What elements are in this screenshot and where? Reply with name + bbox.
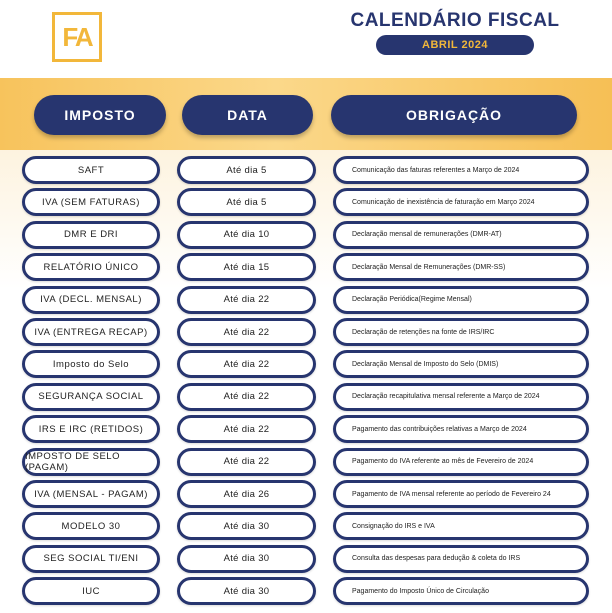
obligation-cell: Consignação do IRS e IVA [333, 512, 589, 540]
logo-text: FA [62, 21, 92, 52]
table-row [0, 350, 612, 378]
obligation-cell: Declaração Periódica(Regime Mensal) [333, 286, 589, 314]
table-row [0, 480, 612, 508]
date-cell: Até dia 15 [177, 253, 316, 281]
table-row [0, 221, 612, 249]
table-row [0, 577, 612, 605]
logo [52, 12, 102, 62]
date-cell: Até dia 30 [177, 545, 316, 573]
obligation-cell: Declaração Mensal de Remunerações (DMR-SS) [333, 253, 589, 281]
obligation-cell: Pagamento do Imposto Único de Circulação [333, 577, 589, 605]
date-cell: Até dia 22 [177, 350, 316, 378]
obligation-cell: Consulta das despesas para dedução & coleta do IRS [333, 545, 589, 573]
column-header-imposto: IMPOSTO [34, 95, 166, 135]
date-cell: Até dia 30 [177, 577, 316, 605]
imposto-cell: SEG SOCIAL TI/ENI [22, 545, 160, 573]
obligation-cell: Pagamento do IVA referente ao mês de Fevereiro de 2024 [333, 448, 589, 476]
obligation-cell: Pagamento das contribuições relativas a Março de 2024 [333, 415, 589, 443]
imposto-cell: SAFT [22, 156, 160, 184]
table-row [0, 156, 612, 184]
page-title: CALENDÁRIO FISCAL [350, 10, 560, 31]
date-cell: Até dia 22 [177, 448, 316, 476]
table-row [0, 188, 612, 216]
obligation-cell: Declaração Mensal de Imposto do Selo (DMIS) [333, 350, 589, 378]
table-row [0, 415, 612, 443]
obligation-cell: Comunicação de inexistência de faturação em Março 2024 [333, 188, 589, 216]
imposto-cell: Imposto do Selo [22, 350, 160, 378]
imposto-cell: IUC [22, 577, 160, 605]
table-row [0, 318, 612, 346]
date-cell: Até dia 22 [177, 286, 316, 314]
imposto-cell: DMR E DRI [22, 221, 160, 249]
imposto-cell: IVA (ENTREGA RECAP) [22, 318, 160, 346]
date-cell: Até dia 10 [177, 221, 316, 249]
imposto-cell: RELATÓRIO ÚNICO [22, 253, 160, 281]
imposto-cell: IVA (MENSAL - PAGAM) [22, 480, 160, 508]
imposto-cell: SEGURANÇA SOCIAL [22, 383, 160, 411]
imposto-cell: IRS E IRC (RETIDOS) [22, 415, 160, 443]
date-cell: Até dia 5 [177, 156, 316, 184]
date-cell: Até dia 22 [177, 383, 316, 411]
month-badge: ABRIL 2024 [376, 35, 534, 55]
date-cell: Até dia 5 [177, 188, 316, 216]
imposto-cell: IVA (SEM FATURAS) [22, 188, 160, 216]
table-row [0, 512, 612, 540]
table-row [0, 253, 612, 281]
table-row [0, 545, 612, 573]
imposto-cell: IMPOSTO DE SELO (PAGAM) [22, 448, 160, 476]
table-row [0, 383, 612, 411]
obligation-cell: Declaração recapitulativa mensal referente a Março de 2024 [333, 383, 589, 411]
obligation-cell: Declaração mensal de remunerações (DMR-AT) [333, 221, 589, 249]
date-cell: Até dia 22 [177, 415, 316, 443]
obligation-cell: Comunicação das faturas referentes a Março de 2024 [333, 156, 589, 184]
date-cell: Até dia 26 [177, 480, 316, 508]
obligation-cell: Pagamento de IVA mensal referente ao período de Fevereiro 24 [333, 480, 589, 508]
content-background [0, 150, 612, 613]
date-cell: Até dia 22 [177, 318, 316, 346]
table-row [0, 448, 612, 476]
date-cell: Até dia 30 [177, 512, 316, 540]
imposto-cell: IVA (DECL. MENSAL) [22, 286, 160, 314]
table-row [0, 286, 612, 314]
obligation-cell: Declaração de retenções na fonte de IRS/IRC [333, 318, 589, 346]
column-header-obrigacao: OBRIGAÇÃO [331, 95, 577, 135]
imposto-cell: MODELO 30 [22, 512, 160, 540]
column-header-data: DATA [182, 95, 313, 135]
